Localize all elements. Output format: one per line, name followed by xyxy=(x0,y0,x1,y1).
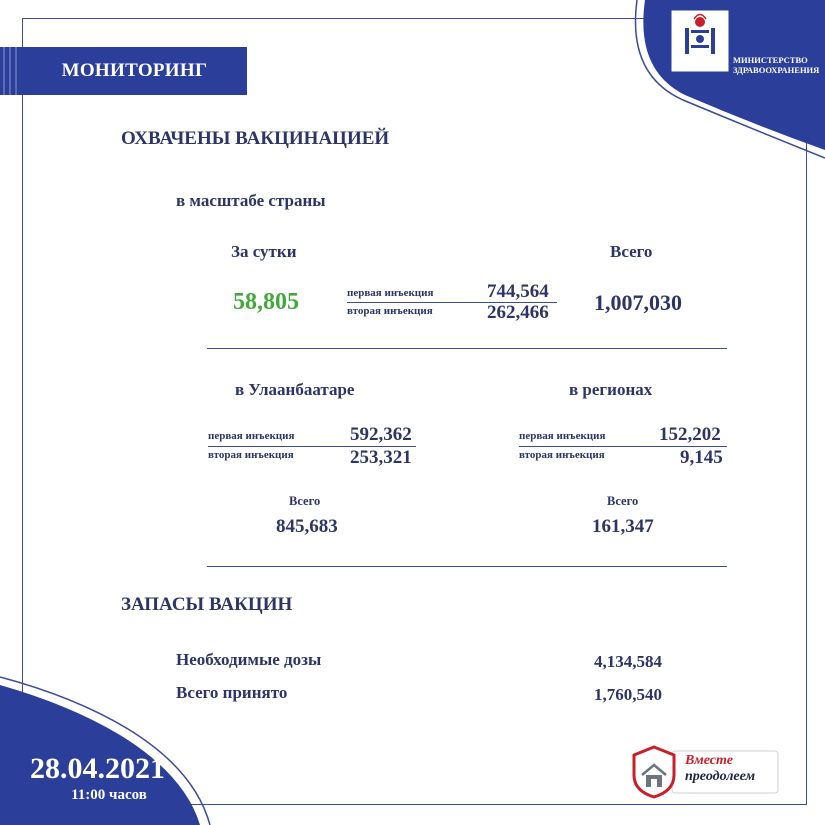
section-divider-2 xyxy=(207,566,727,567)
required-label: Необходимые дозы xyxy=(176,650,322,669)
banner-label: МОНИТОРИНГ xyxy=(61,60,208,81)
national-total-value: 1,007,030 xyxy=(594,290,682,315)
report-time: 11:00 часов xyxy=(71,787,147,803)
ub-total-label: Всего xyxy=(289,494,321,508)
vaccination-title: ОХВАЧЕНЫ ВАКЦИНАЦИЕЙ xyxy=(121,128,390,149)
national-total-label: Всего xyxy=(610,242,653,261)
national-title: в масштабе страны xyxy=(176,191,326,210)
received-label: Всего принято xyxy=(176,683,288,702)
stock-title: ЗАПАСЫ ВАКЦИН xyxy=(121,594,293,615)
national-first-label: первая инъекция xyxy=(347,287,434,299)
regions-total-label: Всего xyxy=(607,494,639,508)
daily-value: 58,805 xyxy=(233,289,299,315)
slogan-line1: Вместе xyxy=(685,753,733,768)
ub-total-value: 845,683 xyxy=(276,516,338,537)
ministry-label: МИНИСТЕРСТВО ЗДРАВООХРАНЕНИЯ xyxy=(733,55,820,75)
gov-label: ПРАВИТЕЛЬСТВО МОНГОЛИИ xyxy=(672,57,726,70)
ub-first-label: первая инъекция xyxy=(208,430,295,442)
ub-title: в Улаанбаатаре xyxy=(235,380,355,399)
monitoring-banner xyxy=(22,47,247,95)
regions-title: в регионах xyxy=(569,380,653,399)
ub-second-value: 253,321 xyxy=(350,447,412,468)
ub-second-label: вторая инъекция xyxy=(208,449,294,461)
received-value: 1,760,540 xyxy=(594,685,662,704)
national-second-value: 262,466 xyxy=(487,302,549,323)
required-value: 4,134,584 xyxy=(594,652,662,671)
national-second-label: вторая инъекция xyxy=(347,305,433,317)
slogan-line2: преодолеем xyxy=(685,769,756,784)
section-divider-1 xyxy=(207,348,727,349)
national-first-value: 744,564 xyxy=(487,281,549,302)
ub-first-value: 592,362 xyxy=(350,424,412,445)
report-date: 28.04.2021 xyxy=(30,752,165,785)
regions-second-value: 9,145 xyxy=(680,447,723,468)
daily-label: За сутки xyxy=(231,242,297,261)
banner-stripes xyxy=(0,47,22,95)
regions-second-label: вторая инъекция xyxy=(519,449,605,461)
regions-total-value: 161,347 xyxy=(592,516,654,537)
regions-first-label: первая инъекция xyxy=(519,430,606,442)
regions-first-value: 152,202 xyxy=(659,424,721,445)
